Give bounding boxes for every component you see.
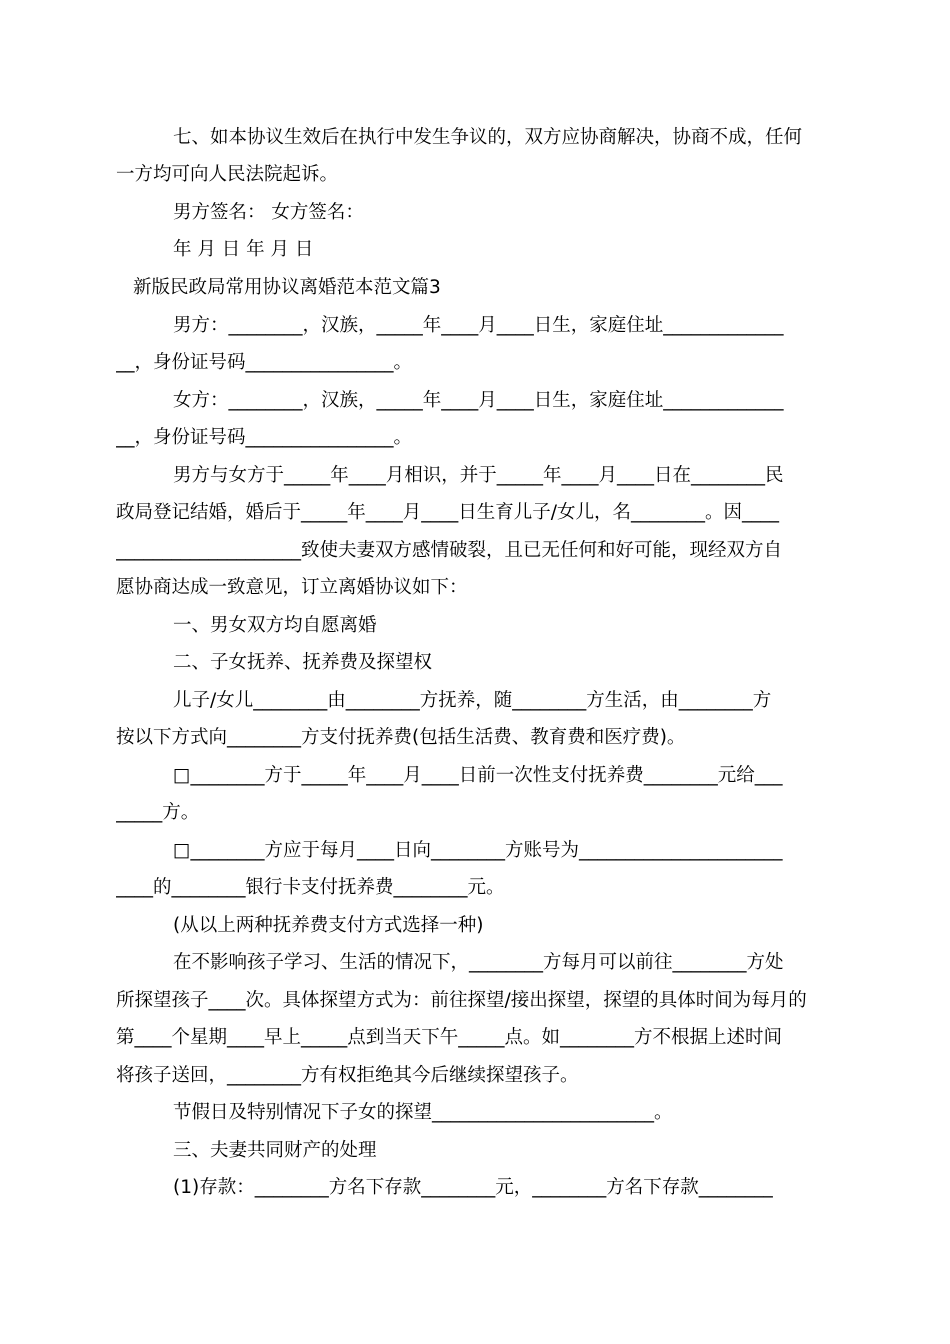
marriage-paragraph-line-1: 男方与女方于_____年____月相识，并于_____年____月____日在________民 — [173, 465, 784, 486]
date-line: 年 月 日 年 月 日 — [173, 239, 314, 260]
article-2-heading: 二、子女抚养、抚养费及探望权 — [173, 652, 433, 673]
visitation-line-1: 在不影响孩子学习、生活的情况下，________方每月可以前往________方处 — [173, 952, 784, 973]
deposits-line: (1)存款：________方名下存款________元，________方名下存款________ — [173, 1177, 773, 1198]
monthly-option-line-1: □________方应于每月____日向________方账号为______________________ — [173, 840, 783, 861]
marriage-paragraph-line-4: 愿协商达成一致意见，订立离婚协议如下： — [116, 577, 468, 598]
visitation-line-4: 将孩子送回，________方有权拒绝其今后继续探望孩子。 — [116, 1065, 579, 1086]
marriage-paragraph-line-3: ____________________致使夫妻双方感情破裂，且已无任何和好可能，现经双方自 — [116, 540, 783, 561]
clause-7-line-1: 七、如本协议生效后在执行中发生争议的，双方应协商解决，协商不成，任何 — [173, 127, 803, 148]
custody-line-1: 儿子/女儿________由________方抚养，随________方生活，由________方 — [173, 690, 772, 711]
marriage-paragraph-line-2: 政局登记结婚，婚后于_____年____月____日生育儿子/女儿，名________。因____ — [116, 502, 779, 523]
lump-sum-option-line-1: □________方于_____年____月____日前一次性支付抚养费________元给___ — [173, 765, 783, 786]
husband-info-line-2: __，身份证号码________________。 — [116, 352, 413, 373]
clause-7-line-2: 一方均可向人民法院起诉。 — [116, 164, 339, 185]
holiday-visitation-line: 节假日及特别情况下子女的探望________________________。 — [173, 1102, 673, 1123]
payment-choice-note: (从以上两种抚养费支付方式选择一种) — [173, 915, 484, 936]
section-title: 新版民政局常用协议离婚范本范文篇3 — [133, 277, 441, 298]
visitation-line-3: 第____个星期____早上_____点到当天下午_____点。如________方不根据上述时间 — [116, 1027, 783, 1048]
signature-line: 男方签名： 女方签名： — [173, 202, 364, 223]
wife-info-line-1: 女方：________，汉族，_____年____月____日生，家庭住址_____________ — [173, 390, 784, 411]
wife-info-line-2: __，身份证号码________________。 — [116, 427, 413, 448]
husband-info-line-1: 男方：________，汉族，_____年____月____日生，家庭住址_____________ — [173, 315, 784, 336]
article-1-heading: 一、男女双方均自愿离婚 — [173, 615, 377, 636]
article-3-heading: 三、夫妻共同财产的处理 — [173, 1140, 377, 1161]
monthly-option-line-2: ____的________银行卡支付抚养费________元。 — [116, 877, 505, 898]
visitation-line-2: 所探望孩子____次。具体探望方式为：前往探望/接出探望，探望的具体时间为每月的 — [116, 990, 807, 1011]
lump-sum-option-line-2: _____方。 — [116, 802, 200, 823]
custody-line-2: 按以下方式向________方支付抚养费(包括生活费、教育费和医疗费)。 — [116, 727, 686, 748]
